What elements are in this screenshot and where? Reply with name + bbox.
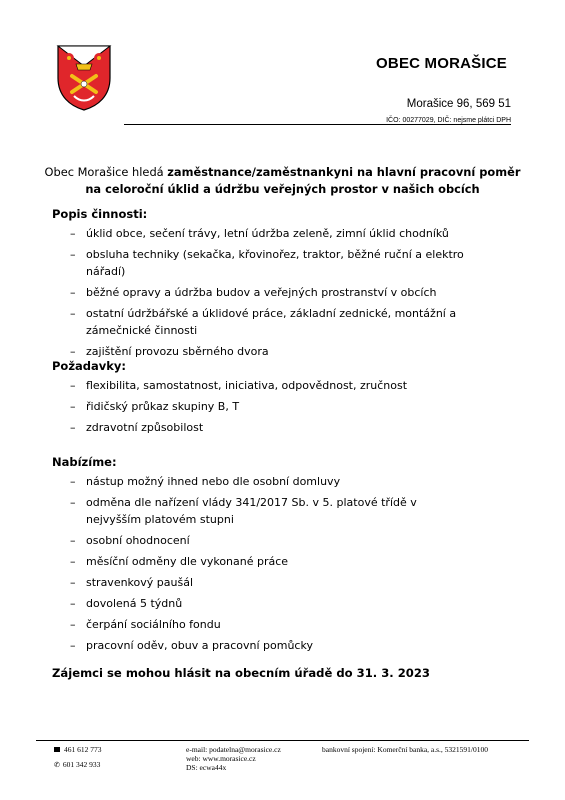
footer-mobile: 601 342 933 [62,760,101,769]
list-item: – obsluha techniky (sekačka, křovinořez, traktor, běžné ruční a elektro nářadí) [52,246,506,280]
section-heading-pozadavky: Požadavky: [52,359,127,373]
list-item: – stravenkový paušál [52,574,506,591]
application-deadline: Zájemci se mohou hlásit na obecním úřadě do 31. 3. 2023 [52,666,430,680]
footer-phones [54,745,102,776]
phone-icon [54,747,60,752]
list-item: – odměna dle nařízení vlády 341/2017 Sb. v 5. platové třídě v nejvyšším platovém stupni [52,494,446,528]
intro-bold-text-1: zaměstnance/zaměstnankyni na hlavní pracovní poměr [167,165,521,179]
list-item: – osobní ohodnocení [52,532,506,549]
intro-paragraph [40,164,525,198]
list-item: – řidičský průkaz skupiny B, T [52,398,506,415]
list-item: – běžné opravy a údržba budov a veřejných prostranství v obcích [52,284,506,301]
list-item: – pracovní oděv, obuv a pracovní pomůcky [52,637,506,654]
list-pozadavky [52,377,506,436]
list-item: – čerpání sociálního fondu [52,616,506,633]
section-heading-popis: Popis činnosti: [52,207,148,221]
list-popis [52,225,506,360]
footer-contact [186,745,281,772]
footer-email[interactable]: e-mail: podatelna@morasice.cz [186,745,281,754]
list-nabizime [52,473,506,654]
organization-ids: IČO: 00277029, DIČ: nejsme plátci DPH [386,117,511,124]
organization-address: Morašice 96, 569 51 [406,98,511,110]
mobile-phone-icon: ✆ [54,761,60,769]
list-item: – dovolená 5 týdnů [52,595,506,612]
section-heading-nabizime: Nabízíme: [52,455,117,469]
header-divider [124,124,511,125]
list-item: – zdravotní způsobilost [52,419,506,436]
footer-web[interactable]: web: www.morasice.cz [186,754,256,763]
intro-plain-text: Obec Morašice hledá [44,165,168,179]
intro-bold-text-2: na celoroční úklid a údržbu veřejných prostor v našich obcích [85,182,480,196]
footer-ds: DS: ecwa44x [186,763,227,772]
footer-divider [36,740,529,741]
section-offer [52,455,506,658]
list-item: – flexibilita, samostatnost, iniciativa, odpovědnost, zručnost [52,377,506,394]
footer-bank: bankovní spojení: Komerční banka, a.s., 5321591/0100 [322,745,489,754]
list-item: – zajištění provozu sběrného dvora [52,343,506,360]
list-item: – úklid obce, sečení trávy, letní údržba zeleně, zimní úklid chodníků [52,225,506,242]
coat-of-arms-icon [56,44,112,112]
list-item: – měsíční odměny dle vykonané práce [52,553,506,570]
footer-phone: 461 612 773 [64,745,102,754]
section-job-description [52,207,506,364]
organization-name: OBEC MORAŠICE [376,55,507,72]
section-requirements [52,359,506,440]
list-item: – ostatní údržbářské a úklidové práce, základní zednické, montážní a zámečnické činnosti [52,305,466,339]
list-item: – nástup možný ihned nebo dle osobní domluvy [52,473,506,490]
